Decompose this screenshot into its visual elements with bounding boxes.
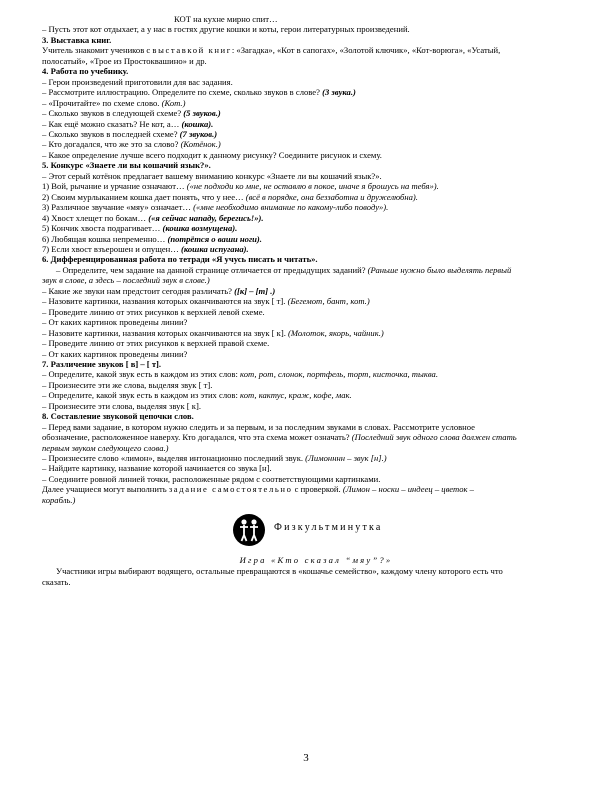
paragraph: – Этот серый котёнок предлагает вашему вниманию конкурс «Знаете ли вы кошачий язык?». <box>42 170 382 181</box>
list-item: 7) Если хвост взъерошен и опущен… (кошка испугана). <box>42 243 249 254</box>
paragraph: – От каких картинок проведены линии? <box>42 348 188 359</box>
section-heading: 6. Дифференцированная работа по тетради «Я учусь писать и читать». <box>42 254 318 265</box>
paragraph: – Найдите картинку, название которой начинается со звука [н]. <box>42 463 272 474</box>
section-heading: 5. Конкурс «Знаете ли вы кошачий язык?». <box>42 160 211 171</box>
paragraph: сказать. <box>42 576 71 587</box>
paragraph: – Перед вами задание, в котором нужно следить и за первым, и за последним звуками в словах. Рассмотрите условное <box>42 421 475 432</box>
paragraph: Участники игры выбирают водящего, остальные превращаются в «кошачье семейство», каждому члену которого есть что <box>56 566 503 577</box>
document-page <box>42 14 590 587</box>
exercise-figures-icon <box>232 513 266 547</box>
paragraph: – Проведите линию от этих рисунков к верхней правой схеме. <box>42 338 270 349</box>
section-heading: 7. Различение звуков [ в] – [ т]. <box>42 358 162 369</box>
paragraph: – Определите, чем задание на данной странице отличается от предыдущих заданий? (Раньше нужно было выделять первый <box>56 264 512 275</box>
fizkultminutka-title: Физкультминутка <box>274 522 383 534</box>
paragraph: – Какие же звуки нам предстоит сегодня различать? ([к] – [т] .) <box>42 285 276 296</box>
list-item: 1) Вой, рычание и урчание означают… («не подходи ко мне, не оставлю в покое, иначе я брошусь на тебя»). <box>42 181 439 192</box>
paragraph: – Произнесите эти слова, выделяя звук [ к]. <box>42 400 201 411</box>
list-item: 6) Любящая кошка непременно… (потрётся о ваши ноги). <box>42 233 262 244</box>
paragraph: – Сколько звуков в последней схеме? (7 звуков.) <box>42 128 218 139</box>
paragraph: – Кто догадался, что же это за слово? (Котёнок.) <box>42 139 221 150</box>
paragraph: – Рассмотрите иллюстрацию. Определите по схеме, сколько звуков в слове? (3 звука.) <box>42 87 356 98</box>
paragraph: – Определите, какой звук есть в каждом из этих слов: кот, рот, слонок, портфель, торт, кисточка, тыква. <box>42 369 438 380</box>
paragraph: – Назовите картинки, названия которых оканчиваются на звук [ т]. (Бегемот, бант, кот.) <box>42 296 370 307</box>
list-item: 4) Хвост хлещет по бокам… («я сейчас нападу, берегись!»). <box>42 212 264 223</box>
paragraph: – Как ещё можно сказать? Не кот, а… (кошка). <box>42 118 214 129</box>
game-title: Игра «Кто сказал “мяу”?» <box>239 555 393 566</box>
paragraph: Учитель знакомит учеников с выставкой книг: «Загадка», «Кот в сапогах», «Золотой ключик», «Кот-ворюга», «Усатый, <box>42 45 501 56</box>
paragraph: – Сколько звуков в следующей схеме? (5 звуков.) <box>42 108 221 119</box>
section-heading: 3. Выставка книг. <box>42 34 112 45</box>
paragraph: – Произнесите слово «лимон», выделяя интонационно последний звук. (Лимонннн – звук [н].) <box>42 453 387 464</box>
list-item: 3) Различное звучание «мяу» означает… («мне необходимо внимание по какому-либо поводу»). <box>42 202 389 213</box>
paragraph: обозначение, расположенное наверху. Кто догадался, что эта схема может означать? (Последний звук одного слова должен стать <box>42 432 517 443</box>
paragraph: корабль.) <box>42 494 76 505</box>
paragraph: – Соедините ровной линией точки, расположенные рядом с соответствующими картинками. <box>42 473 381 484</box>
paragraph: – Пусть этот кот отдыхает, а у нас в гостях другие кошки и коты, герои литературных произведений. <box>42 24 410 35</box>
paragraph: – «Прочитайте» по схеме слово. (Кот.) <box>42 97 186 108</box>
section-heading: 8. Составление звуковой цепочки слов. <box>42 411 194 422</box>
paragraph: – Определите, какой звук есть в каждом из этих слов: кот, кактус, краж, кофе, мак. <box>42 390 352 401</box>
paragraph: полосатый», «Трое из Простоквашино» и др. <box>42 55 207 66</box>
paragraph: – Проведите линию от этих рисунков к верхней левой схеме. <box>42 306 265 317</box>
list-item: 2) Своим мурлыканием кошка дает понять, что у нее… (всё в порядке, она беззаботна и дружелюбна). <box>42 191 418 202</box>
paragraph: – Произнесите эти же слова, выделяя звук [ т]. <box>42 379 213 390</box>
paragraph: Далее учащиеся могут выполнить задание самостоятельно с проверкой. (Лимон – носки – индеец – цветок – <box>42 484 474 495</box>
fizkultminutka-header <box>42 511 590 553</box>
paragraph: первым звуком следующего слова.) <box>42 442 169 453</box>
list-item: 5) Кончик хвоста подрагивает… (кошка возмущена). <box>42 223 238 234</box>
header-verse: КОТ на кухне мирно спит… <box>174 14 278 24</box>
paragraph: – Назовите картинки, названия которых оканчиваются на звук [ к]. (Молоток, якорь, чайник.) <box>42 327 384 338</box>
paragraph: – Герои произведений приготовили для вас задания. <box>42 76 233 87</box>
page-number: 3 <box>303 752 309 764</box>
paragraph: звук в слове, а здесь – последний звук в слове.) <box>42 275 210 286</box>
section-heading: 4. Работа по учебнику. <box>42 66 129 77</box>
paragraph: – Какое определение лучше всего подходит к данному рисунку? Соедините рисунок и схему. <box>42 149 382 160</box>
paragraph: – От каких картинок проведены линии? <box>42 317 188 328</box>
